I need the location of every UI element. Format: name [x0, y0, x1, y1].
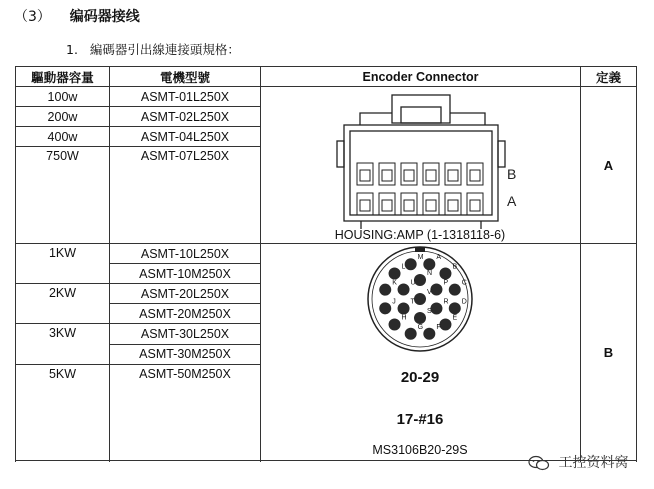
model-cell: ASMT-30M250X	[110, 344, 261, 364]
connector-a-cell	[261, 87, 581, 244]
capacity-cell: 3KW	[16, 324, 110, 364]
amp-pin-contact	[448, 170, 458, 181]
model-cell: ASMT-07L250X	[110, 147, 261, 244]
definition-a: A	[581, 87, 637, 244]
amp-pin-cavity	[467, 163, 483, 185]
capacity-cell: 200w	[16, 107, 110, 127]
connector-b-cell	[261, 244, 581, 461]
capacity-cell: 400w	[16, 127, 110, 147]
ms-pin	[379, 302, 391, 314]
ms-pin	[379, 284, 391, 296]
table-row	[16, 244, 637, 264]
ms-pin-label: S	[427, 308, 432, 315]
capacity-cell: 750W	[16, 147, 110, 244]
header-motor-model: 電機型號	[110, 67, 261, 87]
model-cell: ASMT-04L250X	[110, 127, 261, 147]
ms-pin	[398, 284, 410, 296]
ms-pin	[398, 303, 410, 315]
ms-pin-label: C	[461, 279, 467, 287]
ms-pin-label: A	[436, 254, 441, 262]
row-label-a: A	[507, 193, 517, 209]
ms-pin-label: K	[392, 279, 397, 287]
capacity-cell: 2KW	[16, 284, 110, 324]
ms-pin	[423, 328, 435, 340]
model-cell: ASMT-30L250X	[110, 324, 261, 344]
amp-pin-contact	[382, 170, 392, 181]
amp-pin-contact	[426, 200, 436, 211]
wechat-icon	[528, 455, 550, 471]
amp-pin-cavity	[423, 193, 439, 215]
ms-pin-label: F	[436, 323, 441, 331]
amp-housing-connector-drawing	[261, 87, 580, 243]
ms-pin-label: L	[401, 263, 406, 271]
capacity-cell: 1KW	[16, 244, 110, 284]
amp-pin-contact	[426, 170, 436, 181]
ms-pin-label: D	[461, 298, 467, 306]
ms-pin-label: J	[392, 298, 396, 306]
model-cell: ASMT-10M250X	[110, 264, 261, 284]
encoder-connector-table	[15, 66, 637, 461]
header-drive-capacity: 驅動器容量	[16, 67, 110, 87]
ms-pin	[389, 318, 401, 330]
ms-pin-label: B	[452, 263, 458, 271]
model-cell: ASMT-10L250X	[110, 244, 261, 264]
ms-pin-label: N	[427, 270, 433, 277]
watermark-text: 工控资料窝	[558, 455, 629, 471]
ms-pin	[423, 258, 435, 270]
amp-pin-contact	[382, 200, 392, 211]
amp-pin-contact	[470, 200, 480, 211]
ms-pin-label: H	[401, 314, 407, 322]
definition-b: B	[581, 244, 637, 461]
watermark	[528, 452, 628, 472]
model-cell: ASMT-50M250X	[110, 364, 261, 460]
amp-pin-cavity	[357, 163, 373, 185]
model-cell: ASMT-01L250X	[110, 87, 261, 107]
ms-pin	[430, 284, 442, 296]
ms-pin-label: R	[443, 298, 449, 306]
amp-pin-cavity	[401, 163, 417, 185]
ms-pin-label: M	[417, 254, 424, 262]
amp-pin-cavity	[401, 193, 417, 215]
header-definition: 定義	[581, 67, 637, 87]
ms-pin	[449, 302, 461, 314]
model-cell: ASMT-20L250X	[110, 284, 261, 304]
header-encoder-connector: Encoder Connector	[261, 67, 581, 87]
amp-pin-contact	[404, 170, 414, 181]
section-title: 编码器接线	[69, 9, 140, 25]
spec-insert-arrangement: 20-29	[400, 369, 440, 386]
model-cell: ASMT-02L250X	[110, 107, 261, 127]
model-cell: ASMT-20M250X	[110, 304, 261, 324]
ms-pin	[414, 312, 426, 324]
amp-pin-cavity	[357, 193, 373, 215]
row-label-b: B	[507, 166, 517, 182]
subsection-number: 1.	[66, 42, 78, 57]
ms-pin	[389, 268, 401, 280]
amp-pin-contact	[360, 200, 370, 211]
amp-pin-cavity	[445, 163, 461, 185]
amp-pin-contact	[360, 170, 370, 181]
subsection-heading	[66, 40, 240, 58]
amp-pin-cavity	[423, 163, 439, 185]
ms-pin	[414, 293, 426, 305]
ms-pin-label: E	[452, 314, 458, 322]
ms-pin	[405, 258, 417, 270]
section-heading	[14, 6, 140, 26]
ms-pin	[439, 268, 451, 280]
subsection-title: 編碼器引出線連接頭規格：	[89, 42, 240, 57]
ms-pin	[439, 318, 451, 330]
capacity-cell: 5KW	[16, 364, 110, 460]
table-row	[16, 87, 637, 107]
amp-pin-contact	[404, 200, 414, 211]
ms-circular-connector-drawing	[261, 244, 580, 460]
amp-pin-cavity	[379, 193, 395, 215]
ms-pin-label: T	[410, 298, 415, 306]
ms-pin	[405, 328, 417, 340]
ms-pin-label: G	[417, 323, 424, 331]
table-header-row	[16, 67, 637, 87]
amp-pin-cavity	[445, 193, 461, 215]
part-number: MS3106B20-29S	[372, 443, 468, 457]
ms-pin	[449, 284, 461, 296]
ms-pin-label: P	[443, 279, 449, 287]
amp-pin-contact	[448, 200, 458, 211]
amp-pin-cavity	[379, 163, 395, 185]
amp-pin-contact	[470, 170, 480, 181]
ms-pin	[430, 303, 442, 315]
housing-caption: HOUSING:AMP (1-1318118-6)	[334, 228, 506, 242]
amp-pin-cavity	[467, 193, 483, 215]
ms-pin-label: U	[410, 279, 416, 287]
spec-contact-size: 17-#16	[396, 411, 444, 428]
ms-pin-label: V	[427, 289, 432, 296]
ms-pin	[414, 274, 426, 286]
section-number: （3）	[14, 9, 51, 25]
capacity-cell: 100w	[16, 87, 110, 107]
